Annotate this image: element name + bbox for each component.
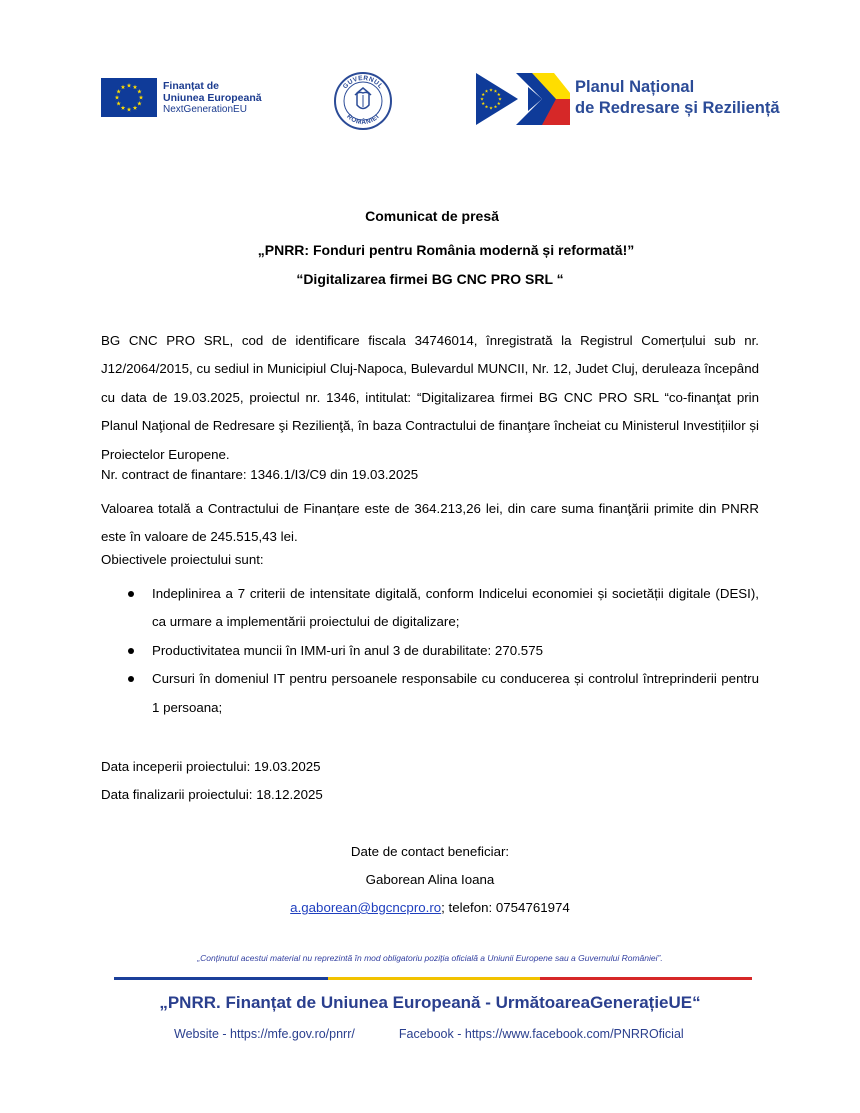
star-icon [137,101,142,105]
pnrr-line-1: Planul Național [575,78,695,96]
star-icon [116,89,121,93]
list-item: Indeplinirea a 7 criterii de intensitate digitală, conform Indicelui economiei și societății digitale (DESI), ca urmare a implementării proiectului de digitalizare; [101,580,759,637]
bullet-icon [128,676,134,682]
svg-text:ROMÂNIEI: ROMÂNIEI [345,113,381,127]
star-icon [137,89,142,93]
list-item: Cursuri în domeniul IT pentru persoanele responsabile cu conducerea și controlul întreprinderii pentru 1 persoana; [101,665,759,722]
contact-email-link[interactable]: a.gaborean@bgcncpro.ro [290,900,442,915]
star-icon [127,83,132,87]
eu-stars-icon [101,78,157,117]
svg-text:GUVERNUL: GUVERNUL [341,74,385,91]
contact-label: Date de contact beneficiar: [350,844,510,859]
footer-slogan: „PNRR. Finanțat de Uniunea Europeană - UrmătoareaGenerațieUE“ [159,993,701,1012]
website-link[interactable]: Website - https://mfe.gov.ro/pnrr/ [174,1027,355,1041]
eu-flag-logo [101,78,157,117]
contact-line [0,900,860,915]
pnrr-title [575,77,780,119]
footer-links [174,1027,684,1041]
bullet-icon [128,648,134,654]
star-icon [121,105,126,109]
start-date: Data inceperii proiectului: 19.03.2025 [101,759,321,774]
star-icon [133,105,138,109]
eu-funding-text [163,80,262,116]
press-release-slogan: „PNRR: Fonduri pentru România modernă și reformată!” [257,242,635,258]
star-icon [115,95,120,99]
bullet-icon [128,591,134,597]
project-title: “Digitalizarea firmei BG CNC PRO SRL “ [296,271,564,287]
facebook-link[interactable]: Facebook - https://www.facebook.com/PNRROficial [398,1027,684,1041]
star-icon [127,107,132,111]
star-icon [133,85,138,89]
end-date: Data finalizarii proiectului: 18.12.2025 [101,787,323,802]
intro-paragraph: BG CNC PRO SRL, cod de identificare fiscala 34746014, înregistrată la Registrul Comerțului sub nr. J12/2064/2015, cu sediul in Municipiul Cluj-Napoca, Bulevardul MUNCII, Nr. 12, Judet Cluj, deruleaza începând cu data de 19.03.2025, proiectul nr. 1346, intitulat: “Digitalizarea firmei BG CNC PRO SRL “co-finanţat prin Planul Naţional de Redresare şi Rezilienţă, în baza Contractului de finanţare încheiat cu Ministerul Investițiilor și Proiectelor Europene. [101,333,759,462]
footer-disclaimer: „Conținutul acestui material nu reprezintă în mod obligatoriu poziția oficială a Uniunii Europene sau a Guvernului României”. [197,953,663,963]
contract-value: Valoarea totală a Contractului de Finanțare este de 364.213,26 lei, din care suma finanţării primite din PNRR este în valoare de 245.515,43 lei. [101,501,759,545]
tricolor-stripe [114,977,752,980]
pnrr-logo-icon [476,73,570,125]
objectives-list [101,580,759,722]
objectives-label: Obiectivele proiectului sunt: [101,552,264,567]
pnrr-line-2: de Redresare și Reziliență [575,99,780,117]
eu-line-1: Finanțat de [163,80,220,92]
list-item: Productivitatea muncii în IMM-uri în anul 3 de durabilitate: 270.575 [101,637,759,665]
romanian-government-seal-icon [333,71,393,131]
star-icon [116,101,121,105]
star-icon [121,85,126,89]
eu-line-2: Uniunea Europeană [163,92,262,104]
press-release-heading: Comunicat de presă [365,208,499,224]
contract-number: Nr. contract de finantare: 1346.1/I3/C9 din 19.03.2025 [101,467,419,482]
contact-phone: ; telefon: 0754761974 [441,900,570,915]
star-icon [139,95,144,99]
contact-name: Gaborean Alina Ioana [365,872,495,887]
eu-line-3: NextGenerationEU [163,104,247,115]
